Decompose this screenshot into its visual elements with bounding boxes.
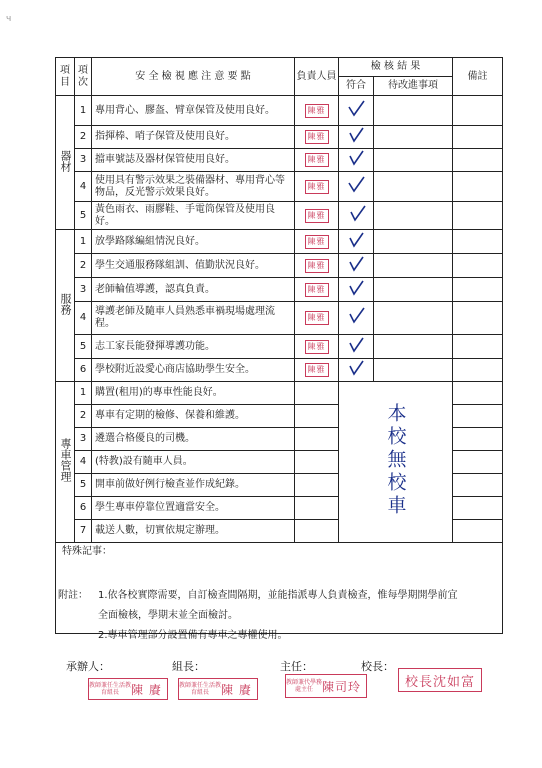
row-text: 使用具有警示效果之裝備器材、專用背心等物品，反光警示效果良好。 — [92, 172, 295, 202]
person-stamp: 陳雅 — [295, 126, 339, 149]
person-stamp: 陳雅 — [295, 202, 339, 230]
pass-check — [339, 96, 374, 126]
pass-check — [339, 359, 374, 382]
checkmark-icon — [346, 99, 366, 119]
row-text: (特教)設有隨車人員。 — [92, 451, 295, 474]
row-number: 4 — [75, 302, 92, 335]
leader-label: 組長： — [172, 660, 205, 673]
row-text: 志工家長能發揮導護功能。 — [92, 335, 295, 359]
person-stamp: 陳雅 — [295, 302, 339, 335]
row-number: 1 — [75, 96, 92, 126]
principal-stamp: 校長沈如富 — [398, 668, 482, 692]
pass-check — [339, 126, 374, 149]
checkmark-icon — [346, 149, 366, 167]
category-service: 服務 — [56, 230, 75, 382]
row-number: 2 — [75, 126, 92, 149]
person-stamp: 陳雅 — [295, 96, 339, 126]
row-number: 7 — [75, 520, 92, 543]
row-number: 6 — [75, 497, 92, 520]
checkmark-icon — [346, 336, 366, 354]
category-equipment: 器材 — [56, 96, 75, 230]
checkmark-icon — [346, 255, 366, 273]
checkmark-icon — [346, 231, 366, 249]
row-text: 老師輪值導護，認真負責。 — [92, 278, 295, 302]
pass-check — [339, 149, 374, 172]
row-number: 2 — [75, 254, 92, 278]
handwritten-note: 本校無校車 — [339, 382, 453, 543]
row-text: 學生交通服務隊組訓、值勤狀況良好。 — [92, 254, 295, 278]
row-number: 1 — [75, 230, 92, 254]
row-number: 1 — [75, 382, 92, 405]
header-points: 安 全 檢 視 應 注 意 要 點 — [92, 58, 295, 96]
row-text: 遴選合格優良的司機。 — [92, 428, 295, 451]
row-text: 放學路隊編組情況良好。 — [92, 230, 295, 254]
checklist-table — [55, 57, 503, 634]
pass-check — [339, 172, 374, 202]
checkmark-icon — [346, 279, 366, 297]
person-stamp: 陳雅 — [295, 172, 339, 202]
person-stamp: 陳雅 — [295, 359, 339, 382]
checkmark-icon — [346, 306, 366, 326]
principal-label: 校長： — [361, 660, 394, 673]
row-text: 購置(租用)的專車性能良好。 — [92, 382, 295, 405]
row-number: 4 — [75, 172, 92, 202]
person-stamp: 陳雅 — [295, 230, 339, 254]
note-1-cont: 全面檢核，學期末並全面檢討。 — [98, 610, 238, 621]
category-bus: 專車管理 — [56, 382, 75, 543]
header-improve: 待改進事項 — [374, 77, 453, 96]
row-number: 3 — [75, 149, 92, 172]
header-item: 項目 — [56, 58, 75, 96]
header-remark: 備註 — [453, 58, 503, 96]
row-number: 3 — [75, 428, 92, 451]
footnotes: 附註： 1.依各校實際需要，自訂檢查間隔期，並能指派專人負責檢查，惟每學期開學前宜 全面檢核，學期末並全面檢討。 2.專車管理部分設置備有專車之專權使用。 — [58, 586, 518, 646]
row-number: 4 — [75, 451, 92, 474]
corner-mark: ч — [6, 14, 12, 24]
row-number: 5 — [75, 474, 92, 497]
row-number: 6 — [75, 359, 92, 382]
pass-check — [339, 302, 374, 335]
checkmark-icon — [346, 126, 366, 144]
person-stamp: 陳雅 — [295, 335, 339, 359]
special-notes: 特殊記事： — [56, 543, 503, 634]
row-number: 5 — [75, 335, 92, 359]
row-text: 學生專車停靠位置適當安全。 — [92, 497, 295, 520]
person-stamp: 陳雅 — [295, 278, 339, 302]
checkmark-icon — [346, 175, 366, 195]
pass-check — [339, 202, 374, 230]
note-2: 2.專車管理部分設置備有專車之專權使用。 — [98, 630, 288, 641]
handler-stamp: 教師兼任生活教育組長 陳 賡 — [88, 678, 168, 700]
person-stamp: 陳雅 — [295, 254, 339, 278]
row-number: 3 — [75, 278, 92, 302]
row-text: 擋車號誌及器材保管使用良好。 — [92, 149, 295, 172]
person-stamp: 陳雅 — [295, 149, 339, 172]
checkmark-icon — [346, 359, 366, 377]
row-text: 黃色雨衣、雨膠鞋、手電筒保管及使用良好。 — [92, 202, 295, 230]
header-seq: 項次 — [75, 58, 92, 96]
header-person: 負責人員 — [295, 58, 339, 96]
row-text: 專用背心、膠盔、臂章保管及使用良好。 — [92, 96, 295, 126]
director-label: 主任： — [280, 660, 313, 673]
row-text: 開車前做好例行檢查並作成紀錄。 — [92, 474, 295, 497]
header-result: 檢 核 結 果 — [339, 58, 453, 77]
checkmark-icon — [346, 204, 366, 224]
header-pass: 符合 — [339, 77, 374, 96]
director-stamp: 教師兼代學務處主任 陳司玲 — [285, 674, 367, 698]
row-text: 專車有定期的檢修、保養和維護。 — [92, 405, 295, 428]
handler-label: 承辦人： — [66, 660, 110, 673]
pass-check — [339, 335, 374, 359]
row-number: 5 — [75, 202, 92, 230]
row-text: 指揮棒、哨子保管及使用良好。 — [92, 126, 295, 149]
pass-check — [339, 230, 374, 254]
pass-check — [339, 278, 374, 302]
row-text: 學校附近設愛心商店協助學生安全。 — [92, 359, 295, 382]
row-number: 2 — [75, 405, 92, 428]
row-text: 載送人數，切實依規定辦理。 — [92, 520, 295, 543]
row-text: 導護老師及隨車人員熟悉車禍現場處理流程。 — [92, 302, 295, 335]
pass-check — [339, 254, 374, 278]
leader-stamp: 教師兼任生活教育組長 陳 賡 — [178, 678, 258, 700]
note-1: 1.依各校實際需要，自訂檢查間隔期，並能指派專人負責檢查，惟每學期開學前宜 — [98, 590, 458, 601]
